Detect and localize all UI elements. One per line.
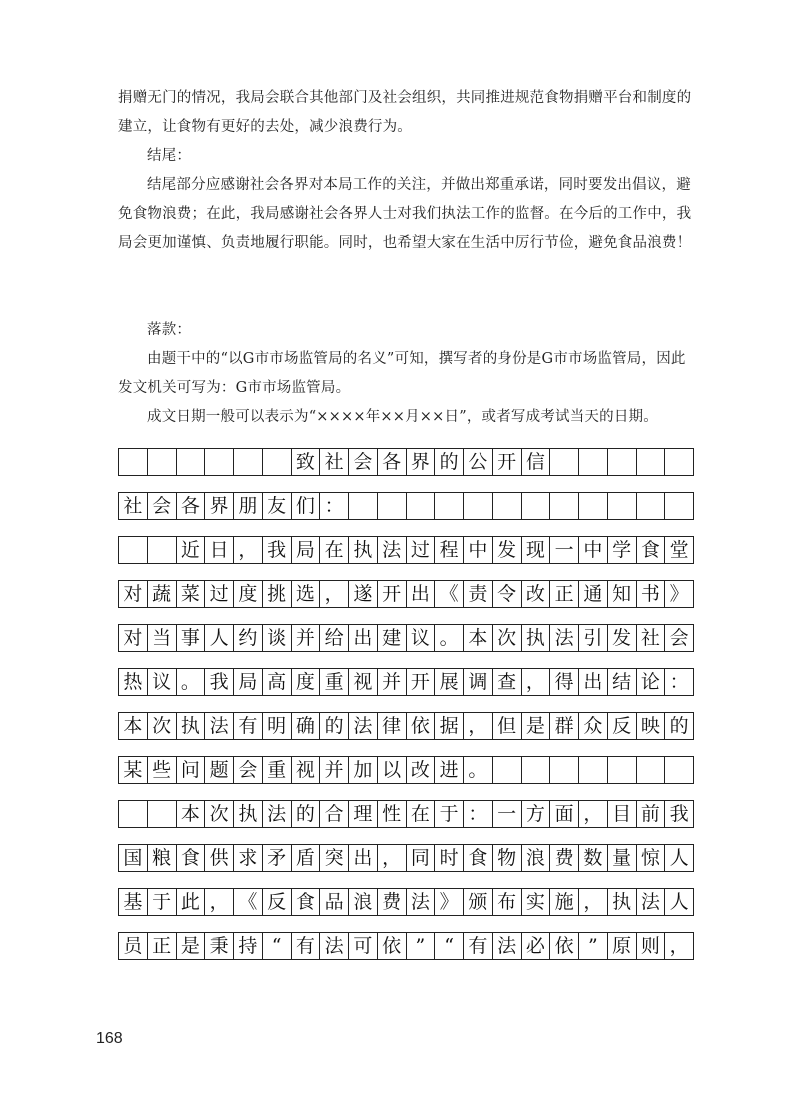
grid-cell — [119, 536, 148, 564]
grid-cell: 是 — [522, 712, 551, 740]
grid-cell: 谈 — [263, 624, 292, 652]
grid-cell: 本 — [464, 624, 493, 652]
grid-cell: 。 — [464, 756, 493, 784]
grid-cell: 法 — [378, 536, 407, 564]
grid-cell: 品 — [320, 888, 349, 916]
grid-cell: 致 — [292, 448, 321, 476]
grid-cell: 粮 — [148, 844, 177, 872]
grid-cell: 议 — [148, 668, 177, 696]
grid-cell: 信 — [522, 448, 551, 476]
grid-cell: 实 — [522, 888, 551, 916]
grid-cell: 重 — [263, 756, 292, 784]
grid-cell: 在 — [320, 536, 349, 564]
grid-cell: 执 — [234, 800, 263, 828]
grid-cell: 方 — [522, 800, 551, 828]
grid-cell — [550, 448, 579, 476]
grid-cell — [493, 756, 522, 784]
grid-cell: 重 — [320, 668, 349, 696]
grid-cell: 面 — [550, 800, 579, 828]
grid-cell: 反 — [263, 888, 292, 916]
grid-row — [118, 536, 694, 564]
grid-cell: 布 — [493, 888, 522, 916]
grid-cell: 些 — [148, 756, 177, 784]
grid-cell: ： — [320, 492, 349, 520]
grid-cell: 法 — [320, 932, 349, 960]
grid-row — [118, 448, 694, 476]
grid-cell: 程 — [435, 536, 464, 564]
grid-cell: 于 — [148, 888, 177, 916]
grid-cell: 明 — [263, 712, 292, 740]
grid-cell — [234, 448, 263, 476]
grid-cell: 现 — [522, 536, 551, 564]
grid-cell: 结 — [608, 668, 637, 696]
grid-cell: 视 — [292, 756, 321, 784]
grid-cell — [148, 800, 177, 828]
grid-cell: 展 — [435, 668, 464, 696]
grid-cell: 开 — [378, 580, 407, 608]
grid-cell: 法 — [493, 932, 522, 960]
grid-cell: 》 — [435, 888, 464, 916]
grid-cell: 过 — [205, 580, 234, 608]
grid-cell: 的 — [435, 448, 464, 476]
grid-cell — [550, 492, 579, 520]
grid-cell: ： — [464, 800, 493, 828]
grid-cell — [205, 448, 234, 476]
grid-cell: 人 — [665, 888, 694, 916]
grid-cell: 引 — [579, 624, 608, 652]
grid-cell: ： — [665, 668, 694, 696]
grid-row — [118, 624, 694, 652]
grid-cell: 矛 — [263, 844, 292, 872]
grid-row — [118, 844, 694, 872]
grid-cell — [579, 492, 608, 520]
grid-cell: 开 — [407, 668, 436, 696]
grid-cell: 界 — [407, 448, 436, 476]
grid-cell: 论 — [637, 668, 666, 696]
grid-cell: 令 — [493, 580, 522, 608]
grid-cell: 施 — [550, 888, 579, 916]
grid-cell: 近 — [177, 536, 206, 564]
grid-cell: 供 — [205, 844, 234, 872]
grid-cell: 改 — [407, 756, 436, 784]
grid-cell: 加 — [349, 756, 378, 784]
grid-cell: 得 — [550, 668, 579, 696]
grid-cell: 查 — [493, 668, 522, 696]
grid-cell — [435, 492, 464, 520]
grid-cell — [637, 492, 666, 520]
grid-cell: 挑 — [263, 580, 292, 608]
grid-cell: 调 — [464, 668, 493, 696]
grid-cell: 前 — [637, 800, 666, 828]
grid-cell: 据 — [435, 712, 464, 740]
grid-cell: 并 — [378, 668, 407, 696]
grid-cell: 食 — [177, 844, 206, 872]
grid-cell: 此 — [177, 888, 206, 916]
grid-cell: 当 — [148, 624, 177, 652]
grid-cell: 出 — [349, 624, 378, 652]
grid-cell — [522, 492, 551, 520]
grid-cell: 》 — [665, 580, 694, 608]
paragraph-date: 成文日期一般可以表示为“××××年××月××日”，或者写成考试当天的日期。 — [147, 409, 658, 425]
grid-cell: 反 — [608, 712, 637, 740]
grid-cell: 浪 — [522, 844, 551, 872]
grid-cell: 法 — [205, 712, 234, 740]
grid-cell: 有 — [234, 712, 263, 740]
grid-cell: 改 — [522, 580, 551, 608]
grid-cell: 必 — [522, 932, 551, 960]
grid-row — [118, 492, 694, 520]
grid-row — [118, 580, 694, 608]
grid-cell: 物 — [493, 844, 522, 872]
grid-cell: 通 — [579, 580, 608, 608]
grid-cell: ， — [579, 800, 608, 828]
paragraph-ending: 结尾部分应感谢社会各界对本局工作的关注，并做出郑重承诺，同时要发出倡议，避免食物浪费；在此，我局感谢社会各界人士对我们执法工作的监督。在今后的工作中，我局会更加谨慎、负责地履行职能。同时，也希望大家在生活中厉行节俭，避免食品浪费！ — [118, 177, 692, 251]
grid-cell: 过 — [407, 536, 436, 564]
grid-cell: 出 — [407, 580, 436, 608]
grid-cell: 可 — [349, 932, 378, 960]
grid-cell — [608, 756, 637, 784]
grid-cell: 公 — [464, 448, 493, 476]
grid-cell: 会 — [665, 624, 694, 652]
grid-cell: 热 — [119, 668, 148, 696]
grid-cell: 执 — [608, 888, 637, 916]
grid-cell: 中 — [464, 536, 493, 564]
grid-cell: 给 — [320, 624, 349, 652]
grid-cell — [637, 448, 666, 476]
grid-cell: 人 — [205, 624, 234, 652]
grid-cell: 求 — [234, 844, 263, 872]
grid-cell — [608, 492, 637, 520]
grid-cell: 正 — [148, 932, 177, 960]
grid-cell: 蔬 — [148, 580, 177, 608]
grid-cell: 正 — [550, 580, 579, 608]
grid-cell: 社 — [320, 448, 349, 476]
grid-cell: ， — [522, 668, 551, 696]
grid-cell: 执 — [522, 624, 551, 652]
grid-cell: 原 — [608, 932, 637, 960]
grid-cell: 各 — [177, 492, 206, 520]
grid-cell: 遂 — [349, 580, 378, 608]
grid-cell: 界 — [205, 492, 234, 520]
grid-cell: 本 — [177, 800, 206, 828]
grid-cell: 友 — [263, 492, 292, 520]
grid-cell — [637, 756, 666, 784]
grid-cell — [665, 492, 694, 520]
grid-row — [118, 800, 694, 828]
grid-cell: 并 — [292, 624, 321, 652]
grid-cell: ” — [579, 932, 608, 960]
grid-cell — [579, 448, 608, 476]
grid-cell: 《 — [234, 888, 263, 916]
grid-row — [118, 668, 694, 696]
grid-cell: 但 — [493, 712, 522, 740]
grid-cell: 费 — [550, 844, 579, 872]
grid-cell: 有 — [464, 932, 493, 960]
grid-cell: 次 — [205, 800, 234, 828]
grid-cell: 《 — [435, 580, 464, 608]
grid-cell: 以 — [378, 756, 407, 784]
grid-cell: 知 — [608, 580, 637, 608]
grid-cell — [608, 448, 637, 476]
grid-cell: 食 — [292, 888, 321, 916]
grid-cell: 次 — [148, 712, 177, 740]
grid-cell: 局 — [234, 668, 263, 696]
grid-cell: 性 — [378, 800, 407, 828]
grid-cell: 日 — [205, 536, 234, 564]
grid-cell: “ — [435, 932, 464, 960]
grid-cell: 对 — [119, 624, 148, 652]
grid-cell: 次 — [493, 624, 522, 652]
grid-cell: 数 — [579, 844, 608, 872]
grid-cell — [665, 448, 694, 476]
grid-cell: 朋 — [234, 492, 263, 520]
grid-cell — [349, 492, 378, 520]
grid-cell: 题 — [205, 756, 234, 784]
grid-cell: 发 — [608, 624, 637, 652]
grid-cell — [119, 800, 148, 828]
grid-cell: 是 — [177, 932, 206, 960]
grid-cell — [263, 448, 292, 476]
grid-cell — [119, 448, 148, 476]
grid-cell: 群 — [550, 712, 579, 740]
grid-cell: 会 — [349, 448, 378, 476]
grid-cell: 各 — [378, 448, 407, 476]
grid-cell: “ — [263, 932, 292, 960]
grid-cell: 于 — [435, 800, 464, 828]
grid-row — [118, 932, 694, 960]
grid-cell: 突 — [320, 844, 349, 872]
grid-cell: 的 — [292, 800, 321, 828]
grid-cell: 食 — [464, 844, 493, 872]
grid-cell: 事 — [177, 624, 206, 652]
grid-cell: 堂 — [665, 536, 694, 564]
grid-cell: 学 — [608, 536, 637, 564]
grid-cell: 众 — [579, 712, 608, 740]
grid-cell: 执 — [177, 712, 206, 740]
grid-cell — [550, 756, 579, 784]
grid-cell: ” — [407, 932, 436, 960]
grid-cell: 我 — [205, 668, 234, 696]
page-number: 168 — [96, 1030, 123, 1047]
grid-cell: 建 — [378, 624, 407, 652]
grid-cell: 中 — [579, 536, 608, 564]
grid-cell: 时 — [435, 844, 464, 872]
grid-cell: 在 — [407, 800, 436, 828]
paragraph-donation: 捐赠无门的情况，我局会联合其他部门及社会组织，共同推进规范食物捐赠平台和制度的建立，让食物有更好的去处，减少浪费行为。 — [118, 90, 692, 135]
grid-cell: 会 — [234, 756, 263, 784]
grid-cell: 律 — [378, 712, 407, 740]
grid-cell: 秉 — [205, 932, 234, 960]
grid-cell: 国 — [119, 844, 148, 872]
grid-cell: 度 — [234, 580, 263, 608]
grid-cell: 理 — [349, 800, 378, 828]
grid-row — [118, 712, 694, 740]
grid-cell — [493, 492, 522, 520]
grid-cell: 局 — [292, 536, 321, 564]
grid-cell — [665, 756, 694, 784]
grid-cell: 菜 — [177, 580, 206, 608]
grid-cell: ， — [665, 932, 694, 960]
answer-grid — [118, 448, 694, 976]
grid-cell: 法 — [349, 712, 378, 740]
grid-cell: 选 — [292, 580, 321, 608]
grid-cell — [579, 756, 608, 784]
grid-cell: 。 — [177, 668, 206, 696]
grid-row — [118, 888, 694, 916]
grid-cell: 食 — [637, 536, 666, 564]
paragraph-signature: 由题干中的“以G市市场监管局的名义”可知，撰写者的身份是G市市场监管局，因此发文机关可写为：G市市场监管局。 — [118, 351, 686, 396]
grid-cell: ， — [579, 888, 608, 916]
grid-cell: 映 — [637, 712, 666, 740]
grid-cell: 员 — [119, 932, 148, 960]
grid-cell: 一 — [550, 536, 579, 564]
grid-cell: 某 — [119, 756, 148, 784]
grid-cell: 本 — [119, 712, 148, 740]
grid-cell: 惊 — [637, 844, 666, 872]
grid-cell: 责 — [464, 580, 493, 608]
grid-cell: 对 — [119, 580, 148, 608]
grid-cell: 议 — [407, 624, 436, 652]
grid-cell: 持 — [234, 932, 263, 960]
grid-cell: ， — [320, 580, 349, 608]
grid-cell: 确 — [292, 712, 321, 740]
grid-cell: 问 — [177, 756, 206, 784]
grid-cell: 基 — [119, 888, 148, 916]
grid-cell: 们 — [292, 492, 321, 520]
grid-row — [118, 756, 694, 784]
grid-cell: ， — [234, 536, 263, 564]
grid-cell: 依 — [407, 712, 436, 740]
grid-cell — [177, 448, 206, 476]
grid-cell: ， — [205, 888, 234, 916]
grid-cell: ， — [378, 844, 407, 872]
grid-cell: 进 — [435, 756, 464, 784]
grid-cell — [148, 448, 177, 476]
grid-cell: 法 — [407, 888, 436, 916]
grid-cell: 费 — [378, 888, 407, 916]
grid-cell: 出 — [349, 844, 378, 872]
grid-cell: 社 — [637, 624, 666, 652]
grid-cell: 度 — [292, 668, 321, 696]
grid-cell: 依 — [378, 932, 407, 960]
heading-ending: 结尾： — [147, 148, 192, 164]
grid-cell: 浪 — [349, 888, 378, 916]
grid-cell: 的 — [320, 712, 349, 740]
grid-cell: 书 — [637, 580, 666, 608]
grid-cell: 目 — [608, 800, 637, 828]
grid-cell — [522, 756, 551, 784]
grid-cell: 我 — [263, 536, 292, 564]
grid-cell: 同 — [407, 844, 436, 872]
grid-cell: 并 — [320, 756, 349, 784]
grid-cell: 一 — [493, 800, 522, 828]
grid-cell: 法 — [637, 888, 666, 916]
grid-cell: 开 — [493, 448, 522, 476]
grid-cell: 。 — [435, 624, 464, 652]
grid-cell: 依 — [550, 932, 579, 960]
grid-cell: 人 — [665, 844, 694, 872]
grid-cell — [464, 492, 493, 520]
grid-cell: 量 — [608, 844, 637, 872]
grid-cell: 发 — [493, 536, 522, 564]
grid-cell: 颁 — [464, 888, 493, 916]
grid-cell: 执 — [349, 536, 378, 564]
grid-cell: 则 — [637, 932, 666, 960]
grid-cell: 有 — [292, 932, 321, 960]
grid-cell: 合 — [320, 800, 349, 828]
grid-cell: 视 — [349, 668, 378, 696]
grid-cell: 的 — [665, 712, 694, 740]
grid-cell: 盾 — [292, 844, 321, 872]
grid-cell: 高 — [263, 668, 292, 696]
grid-cell: 我 — [665, 800, 694, 828]
grid-cell: 法 — [550, 624, 579, 652]
heading-signature: 落款： — [147, 322, 192, 338]
grid-cell: 约 — [234, 624, 263, 652]
grid-cell: 社 — [119, 492, 148, 520]
grid-cell: 会 — [148, 492, 177, 520]
grid-cell — [378, 492, 407, 520]
grid-cell — [407, 492, 436, 520]
grid-cell: 法 — [263, 800, 292, 828]
grid-cell — [148, 536, 177, 564]
grid-cell: 出 — [579, 668, 608, 696]
grid-cell: ， — [464, 712, 493, 740]
